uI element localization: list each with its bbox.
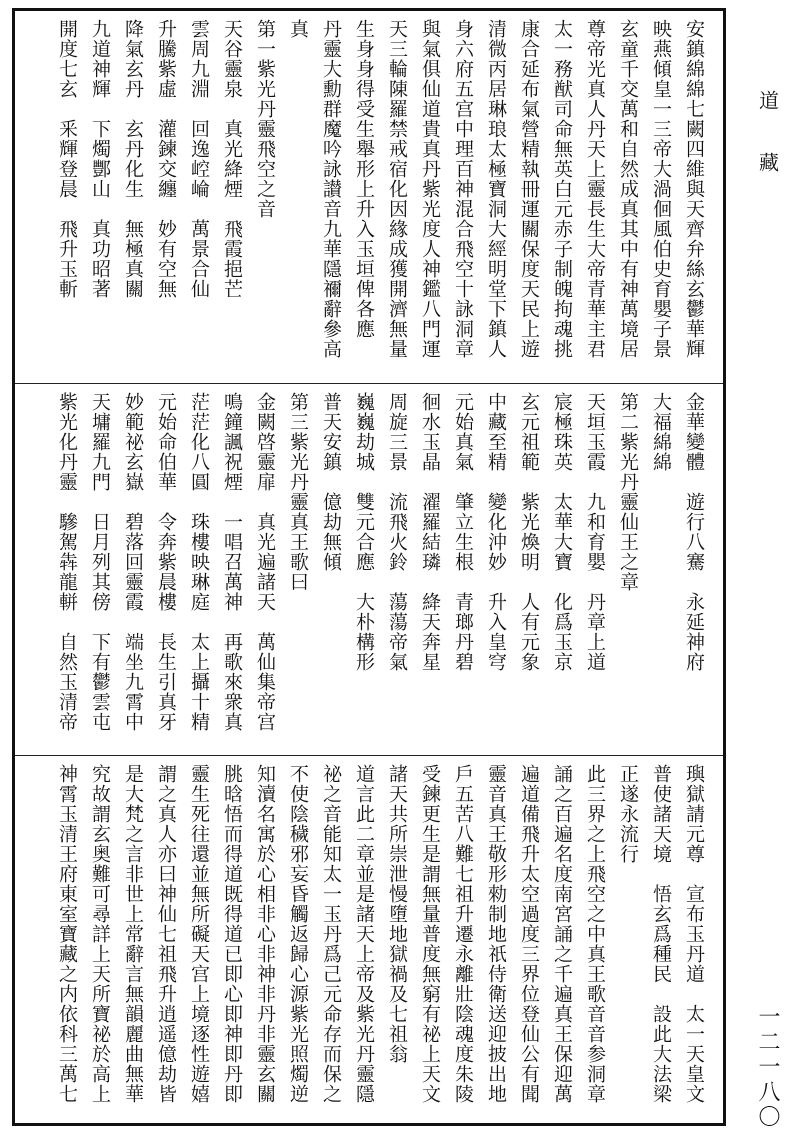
text-column: 遍道備飛升太空過度三界位登仙公有聞 xyxy=(518,764,540,1104)
text-column: 神霄玉清王府東室寶藏之内依科三萬七 xyxy=(56,764,78,1104)
text-column: 映燕傾皇一三帝大渦佪風伯史育嬰子景 xyxy=(650,19,672,359)
text-column: 第一紫光丹靈飛空之音 xyxy=(254,19,276,219)
text-column: 真 xyxy=(287,19,309,39)
text-columns xyxy=(51,764,709,1116)
text-column: 天三輪陳羅禁戒宿化因緣成獲開濟無量 xyxy=(386,19,408,359)
text-panel-2 xyxy=(15,383,723,756)
text-column: 升騰紫虛 灌鍊交纏 妙有空無 xyxy=(155,19,177,299)
text-column: 靈音真王敬形勑制地祇侍衛送迎披出地 xyxy=(485,764,507,1104)
side-title-char: 藏 xyxy=(755,152,780,172)
text-column: 諸天共所崇泄慢墮地獄禍及七祖翁 xyxy=(386,764,408,1064)
page-number: 一二一八〇 xyxy=(755,1005,780,1130)
text-column: 徊水玉晶 濯羅結璘 絳天奔星 xyxy=(419,392,441,672)
text-column: 第三紫光丹靈真王歌曰 xyxy=(287,392,309,592)
text-column: 安鎮綿綿七闕四維與天齊弁絲玄鬱華輝 xyxy=(683,19,705,359)
text-column: 謂之真人亦曰神仙七祖飛升逍遥億劫皆 xyxy=(155,764,177,1104)
text-column: 知瀆名寓於心相非心非神非丹非靈玄關 xyxy=(254,764,276,1104)
text-column: 太一務猷司命無英白元赤子制魄拘魂挑 xyxy=(551,19,573,359)
text-column: 巍巍劫城 雙元合應 大朴構形 xyxy=(353,392,375,672)
text-panel-1 xyxy=(15,11,723,383)
text-column: 不使陰穢邪妄昏觸返歸心源紫光照燭逆 xyxy=(287,764,309,1104)
text-column: 雲周九淵 回逸崆崘 萬景合仙 xyxy=(188,19,210,299)
text-column: 妙範祕玄嶽 碧落回靈霞 端坐九霄中 xyxy=(122,392,144,732)
text-column: 尊帝光真人丹天上靈長生大帝青華主君 xyxy=(584,19,606,359)
text-column: 受鍊更生是謂無量普度無窮有祕上天文 xyxy=(419,764,441,1104)
text-column: 與氣俱仙道貴真丹紫光度人神鑑八門運 xyxy=(419,19,441,359)
text-columns xyxy=(51,19,709,371)
text-column: 中藏至精 變化沖妙 升入皇穹 xyxy=(485,392,507,672)
text-column: 究故謂玄奥難可尋詳上天所寶祕於高上 xyxy=(89,764,111,1104)
text-column: 祕之音能知太一玉丹爲己元命存而保之 xyxy=(320,764,342,1104)
text-column: 康合延布氣營精執冊運關保度天民上遊 xyxy=(518,19,540,359)
text-column: 茫茫化八圓 珠樓映琳庭 太上攝十精 xyxy=(188,392,210,732)
text-column: 玄元祖範 紫光煥明 人有元象 xyxy=(518,392,540,672)
text-column: 九道神輝 下燭酆山 真功昭著 xyxy=(89,19,111,299)
text-column: 此三界之上飛空之中真王歌音音参洞章 xyxy=(584,764,606,1104)
text-column: 周旋三景 流飛火鈴 蕩蕩帝氣 xyxy=(386,392,408,672)
text-column: 誦之百遍名度南宮誦之千遍真王保迎萬 xyxy=(551,764,573,1104)
text-column: 紫光化丹靈 驂駕犇龍軿 自然玉清帝 xyxy=(56,392,78,732)
text-column: 降氣玄丹 玄丹化生 無極真關 xyxy=(122,19,144,299)
text-column: 戶五苦八難七祖升遷永離壯陰魂度朱陵 xyxy=(452,764,474,1104)
text-column: 朓晗悟而得道既得道已即心即神即丹即 xyxy=(221,764,243,1104)
text-column: 清微丙居琳琅太極寶洞大經明堂下鎮人 xyxy=(485,19,507,359)
text-column: 丹靈大勳群魔吟詠讃音九華隱禰辭參高 xyxy=(320,19,342,359)
text-column: 金闕啓靈扉 真光遍諸天 萬仙集帝宫 xyxy=(254,392,276,732)
side-title-char: 道 xyxy=(755,90,780,110)
text-column: 天谷靈泉 真光絳煙 飛霞挹芒 xyxy=(221,19,243,299)
text-column: 普天安鎮 億劫無傾 xyxy=(320,392,342,572)
text-column: 元始真氣 肇立生根 青瑯丹碧 xyxy=(452,392,474,672)
text-column: 開度七玄 釆輝登晨 飛升玉斬 xyxy=(56,19,78,299)
text-column: 是大梵之言非世上常辭言無韻麗曲無華 xyxy=(122,764,144,1104)
text-column: 普使諸天境 悟玄爲種民 設此大法梁 xyxy=(650,764,672,1104)
text-column: 第二紫光丹靈仙王之章 xyxy=(617,392,639,592)
page-frame xyxy=(12,8,726,1126)
text-column: 道言此二章並是諸天上帝及紫光丹靈隱 xyxy=(353,764,375,1104)
text-column: 宸極珠英 太華大寶 化爲玉京 xyxy=(551,392,573,672)
text-column: 元始命伯華 令奔紫晨樓 長生引真牙 xyxy=(155,392,177,732)
text-column: 天墉羅九門 日月列其傍 下有鬱雲屯 xyxy=(89,392,111,732)
text-column: 正遂永流行 xyxy=(617,764,639,864)
text-column: 天垣玉霞 九和育嬰 丹章上道 xyxy=(584,392,606,672)
text-column: 金華變體 遊行八騫 永延神府 xyxy=(683,392,705,672)
text-column: 玄童千交萬和自然成真其中有神萬境居 xyxy=(617,19,639,359)
text-column: 鳴鐘諷祝煙 一唱召萬神 再歌來衆真 xyxy=(221,392,243,732)
text-column: 璵獄請元尊 宣布玉丹道 太一天皇文 xyxy=(683,764,705,1104)
text-column: 大福綿綿 xyxy=(650,392,672,472)
text-column: 生身身得受生舉形上升入玉垣俾各應 xyxy=(353,19,375,339)
side-title xyxy=(748,90,788,172)
text-column: 身六府五宫中理百神混合飛空十詠洞章 xyxy=(452,19,474,359)
text-panel-3 xyxy=(15,755,723,1124)
text-columns xyxy=(51,392,709,744)
text-column: 靈生死往還並無所礙天宫上境逐性遊嬉 xyxy=(188,764,210,1104)
